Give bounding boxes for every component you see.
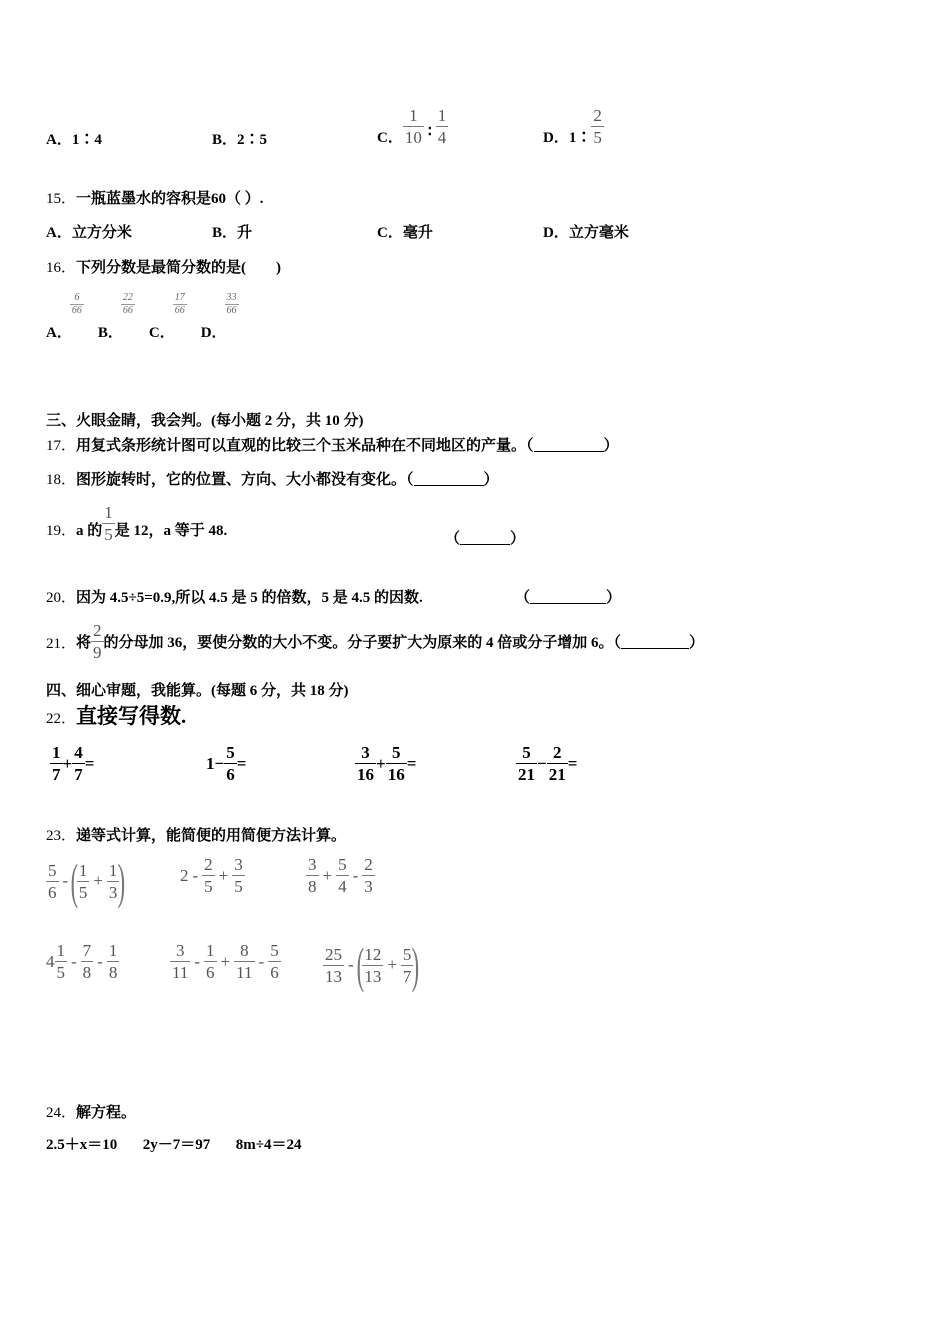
numerator: 1 <box>409 105 418 125</box>
denominator: 16 <box>357 765 374 784</box>
fraction <box>225 293 239 316</box>
numerator: 7 <box>82 941 92 960</box>
fraction-bar <box>50 763 63 764</box>
denominator: 66 <box>71 305 82 316</box>
fraction-bar <box>591 126 604 127</box>
q17: 17．用复式条形统计图可以直观的比较三个玉米品种在不同地区的产量。（ ） <box>46 438 619 454</box>
denominator: 4 <box>338 877 347 896</box>
fraction <box>46 862 59 901</box>
numerator: 1 <box>104 502 113 522</box>
fraction <box>102 504 115 543</box>
numerator: 5 <box>48 860 57 880</box>
answer-blank[interactable] <box>621 634 689 649</box>
fraction <box>170 942 190 981</box>
operator: - <box>62 871 69 890</box>
q19: 19． a 的 $\frac{1}{5}$ 是 12，a 等于 48. <box>46 502 228 544</box>
answer-blank[interactable] <box>530 589 606 604</box>
fraction-bar <box>107 961 120 962</box>
q22-expr-2: 1 − $\frac{5}{6}$ = <box>206 743 247 784</box>
q16-option-c: C． <box>148 325 175 341</box>
q18: 18．图形旋转时，它的位置、方向、大小都没有变化。（ ） <box>46 472 499 488</box>
answer-blank[interactable] <box>460 530 510 545</box>
numerator: 5 <box>391 743 401 762</box>
denominator: 21 <box>548 765 566 784</box>
fraction <box>355 744 376 783</box>
fraction-bar <box>202 875 215 876</box>
operator: + <box>220 951 231 971</box>
denominator: 5 <box>204 877 213 896</box>
section-4-heading: 四、细心审题，我能算。(每题 6 分，共 18 分) <box>46 683 349 699</box>
denominator: 66 <box>122 305 133 316</box>
fraction <box>173 293 187 316</box>
numerator: 1 <box>108 941 118 960</box>
numerator: 2 <box>204 855 213 874</box>
equation-1: 2.5＋x＝10 <box>46 1137 118 1153</box>
operator: - <box>97 951 103 971</box>
denominator: 5 <box>104 524 113 544</box>
parenthesis: ( <box>70 853 79 909</box>
fraction <box>362 856 375 895</box>
fraction <box>386 744 407 783</box>
numerator: 5 <box>226 743 235 762</box>
fraction-bar <box>46 881 59 882</box>
fraction-bar <box>170 961 190 962</box>
fraction <box>516 744 537 783</box>
operator: + <box>93 871 103 890</box>
denominator: 5 <box>78 882 88 902</box>
denominator: 7 <box>52 765 61 784</box>
q23-expr-1 <box>46 853 126 909</box>
equation-2: 2y－7＝97 <box>142 1137 211 1153</box>
fraction <box>204 942 217 981</box>
q24-stem: 24．解方程。 <box>46 1105 137 1121</box>
operator: + <box>387 955 397 974</box>
fraction-bar <box>403 126 424 127</box>
fraction-bar <box>436 126 449 127</box>
fraction <box>55 942 68 981</box>
numerator: 1 <box>437 105 447 125</box>
denominator: 6 <box>226 765 235 784</box>
parenthesis: ) <box>412 937 420 993</box>
fraction-bar <box>323 965 344 966</box>
numerator: 4 <box>74 743 83 762</box>
q15-option-c: C．毫升 <box>377 225 433 241</box>
numerator: 1 <box>108 860 118 880</box>
denominator: 8 <box>108 963 118 982</box>
operator: - <box>348 955 354 974</box>
q16-option-b: B． <box>97 325 123 341</box>
denominator: 5 <box>56 963 65 982</box>
numerator: 5 <box>522 743 531 762</box>
fraction <box>234 942 254 981</box>
numerator: 33 <box>226 292 237 303</box>
fraction <box>70 293 84 316</box>
q16-stem: 16．下列分数是最简分数的是( ) <box>46 260 282 276</box>
fraction-bar <box>234 961 254 962</box>
denominator: 6 <box>206 963 215 982</box>
fraction <box>81 942 94 981</box>
q22-expr-4: $\frac{5}{21}$ − $\frac{2}{21}$ = <box>518 743 578 784</box>
operator: - <box>352 865 359 885</box>
fraction <box>77 862 90 901</box>
q16-option-a: A． <box>46 325 72 341</box>
fraction-bar <box>355 763 376 764</box>
fraction <box>202 856 215 895</box>
denominator: 7 <box>402 966 412 986</box>
q21: 21． 将 $\frac{2}{9}$ 的分母加 36，要使分数的大小不变。分子要扩大为原来的 4 倍或分子增加 6。（ ） <box>46 620 705 662</box>
q15-stem: 15．一瓶蓝墨水的容积是60（ ）. <box>46 191 264 207</box>
q16-option-d: D． <box>200 325 227 341</box>
numerator: 25 <box>325 944 342 964</box>
fraction-bar <box>362 875 375 876</box>
numerator: 1 <box>52 743 61 762</box>
parenthesis: ) <box>118 853 126 909</box>
fraction <box>232 856 245 895</box>
denominator: 66 <box>226 305 237 316</box>
numerator: 8 <box>240 941 249 960</box>
denominator: 7 <box>74 765 83 784</box>
denominator: 13 <box>325 966 342 986</box>
denominator: 5 <box>593 127 602 147</box>
operator: + <box>218 865 229 885</box>
q14-option-b: B．2∶5 <box>212 132 268 148</box>
q20-answer: （ ） <box>515 590 622 606</box>
numerator: 5 <box>270 941 279 960</box>
fraction-bar <box>516 763 537 764</box>
section-3-heading: 三、火眼金睛，我会判。(每小题 2 分，共 10 分) <box>46 413 364 429</box>
denominator: 9 <box>93 642 102 662</box>
fraction-bar <box>72 763 85 764</box>
fraction-bar <box>232 875 245 876</box>
fraction-bar <box>547 763 568 764</box>
q14-option-a: A．1∶4 <box>46 132 102 148</box>
denominator: 5 <box>234 877 243 896</box>
denominator: 8 <box>308 877 317 896</box>
q16-options <box>46 293 239 342</box>
q15-option-a: A．立方分米 <box>46 225 132 241</box>
q20: 20．因为 4.5÷5=0.9,所以 4.5 是 5 的倍数，5 是 4.5 的因数. <box>46 590 423 606</box>
q15-option-d: D．立方毫米 <box>543 225 629 241</box>
numerator: 12 <box>364 944 382 964</box>
numerator: 1 <box>206 941 215 960</box>
denominator: 3 <box>364 877 373 896</box>
numerator: 1 <box>56 941 65 960</box>
q19-answer: （ ） <box>445 531 526 547</box>
numerator: 2 <box>593 105 602 125</box>
denominator: 8 <box>82 963 92 982</box>
denominator: 13 <box>364 966 382 986</box>
fraction <box>591 107 604 146</box>
q23-expr-3 <box>306 856 375 895</box>
parenthesis: ( <box>356 937 364 993</box>
fraction <box>336 856 349 895</box>
q23-expr-6 <box>323 937 420 993</box>
q22-expr-1: $\frac{1}{7}$ + $\frac{4}{7}$ = <box>52 743 95 784</box>
numerator: 2 <box>364 855 373 874</box>
denominator: 16 <box>387 765 405 784</box>
q23-stem: 23．递等式计算，能简便的用简便方法计算。 <box>46 828 347 844</box>
numerator: 5 <box>402 944 412 964</box>
fraction-bar <box>224 763 237 764</box>
operator: - <box>258 951 265 971</box>
numerator: 5 <box>338 855 347 874</box>
q14-option-c: C． $\frac{1}{10}$ ∶ $\frac{1}{4}$ <box>377 105 447 147</box>
fraction-bar <box>204 961 217 962</box>
fraction <box>107 942 120 981</box>
fraction <box>72 744 85 783</box>
fraction <box>91 622 104 661</box>
numerator: 2 <box>93 620 102 640</box>
operator: - <box>71 951 77 971</box>
fraction <box>547 744 568 783</box>
fraction <box>268 942 281 981</box>
fraction-bar <box>91 641 104 642</box>
q22-expr-3: $\frac{3}{16}$ + $\frac{5}{16}$ = <box>357 743 417 784</box>
numerator: 3 <box>175 941 185 960</box>
answer-blank[interactable] <box>414 471 484 486</box>
fraction <box>50 744 63 783</box>
fraction-bar <box>55 961 68 962</box>
fraction <box>121 293 135 316</box>
fraction-bar <box>306 875 319 876</box>
fraction <box>436 107 449 146</box>
fraction-bar <box>362 965 383 966</box>
denominator: 3 <box>108 882 118 902</box>
numerator: 17 <box>174 292 185 303</box>
operator: - <box>192 865 199 885</box>
numerator: 3 <box>308 855 317 874</box>
fraction <box>403 107 424 146</box>
denominator: 4 <box>437 127 447 147</box>
fraction <box>224 744 237 783</box>
equation-3: 8m÷4＝24 <box>235 1137 302 1153</box>
answer-blank[interactable] <box>534 437 604 452</box>
denominator: 11 <box>236 963 253 982</box>
q22-stem: 22． 直接写得数. <box>46 704 187 728</box>
numerator: 3 <box>234 855 243 874</box>
denominator: 10 <box>404 127 422 147</box>
q23-expr-2: 2 - $\frac{2}{5}$ + $\frac{3}{5}$ <box>180 855 243 896</box>
fraction <box>306 856 319 895</box>
numerator: 2 <box>552 743 562 762</box>
numerator: 22 <box>122 292 133 303</box>
q24-equations <box>46 1133 302 1154</box>
fraction-bar <box>102 523 115 524</box>
denominator: 11 <box>172 963 189 982</box>
fraction-bar <box>268 961 281 962</box>
numerator: 6 <box>74 292 80 303</box>
fraction <box>362 946 383 985</box>
operator: - <box>194 951 201 971</box>
denominator: 6 <box>48 882 57 902</box>
denominator: 6 <box>270 963 279 982</box>
numerator: 3 <box>361 743 370 762</box>
fraction-bar <box>336 875 349 876</box>
fraction-bar <box>386 763 407 764</box>
fraction-bar <box>77 881 90 882</box>
q23-expr-4: 4 $\frac{1}{5}$ - $\frac{7}{8}$ - $\frac{1}{8}$ <box>46 941 118 982</box>
fraction <box>323 946 344 985</box>
q15-option-b: B．升 <box>212 225 253 241</box>
q23-expr-5 <box>170 942 281 981</box>
denominator: 21 <box>518 765 535 784</box>
operator: + <box>322 865 333 885</box>
q14-option-d: D．1∶ $\frac{2}{5}$ <box>543 105 602 147</box>
fraction-bar <box>81 961 94 962</box>
denominator: 66 <box>174 305 185 316</box>
numerator: 1 <box>78 860 88 880</box>
